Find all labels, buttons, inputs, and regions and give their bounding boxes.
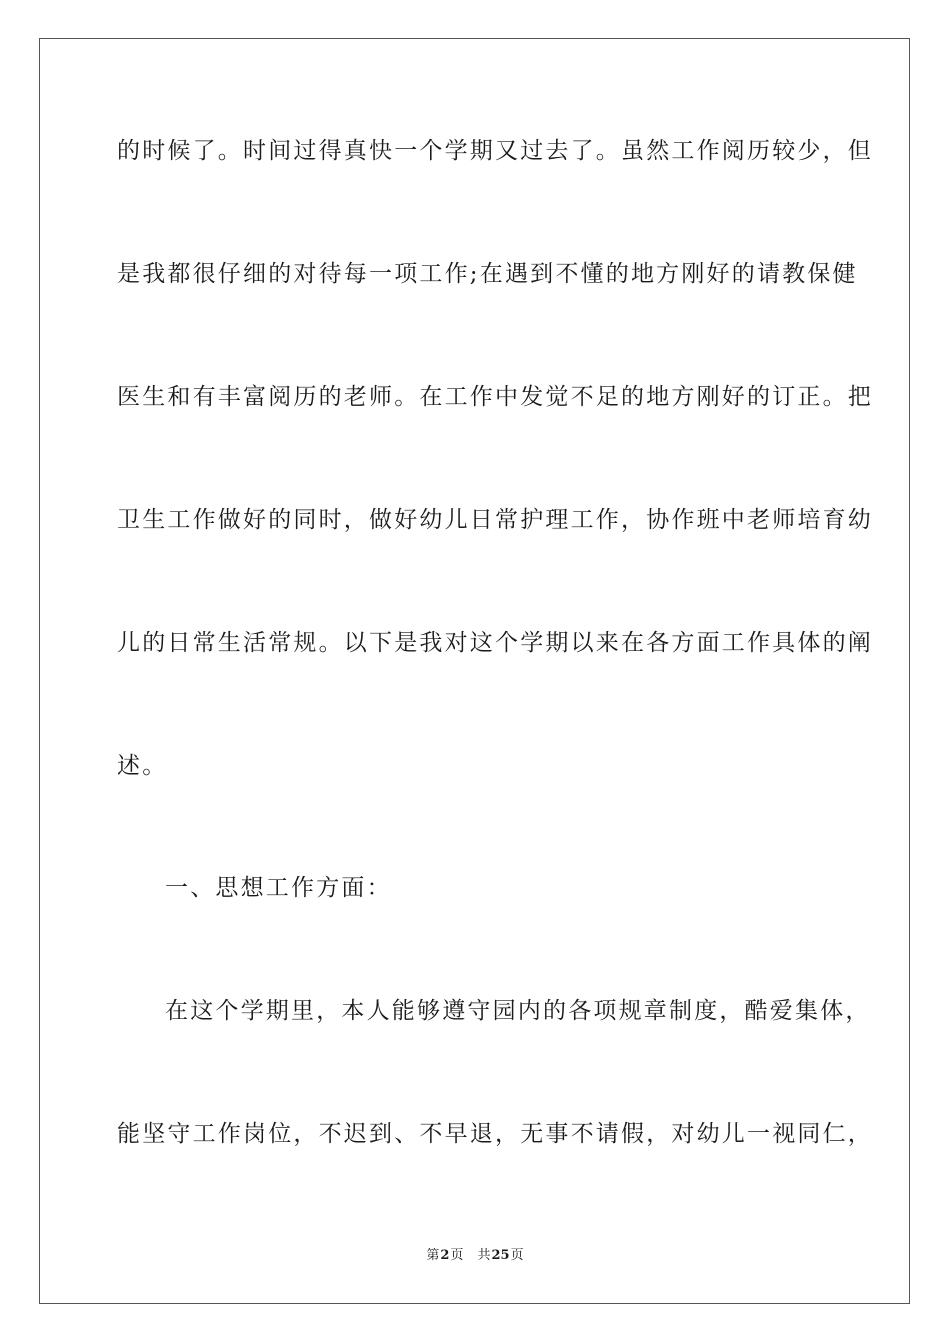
footer-page-total: 25: [491, 1248, 510, 1263]
footer-page-prefix: 第: [426, 1248, 440, 1263]
page-footer: [0, 1247, 950, 1265]
body-line-4: 卫生工作做好的同时，做好幼儿日常护理工作，协作班中老师培育幼: [117, 507, 873, 533]
footer-page-current: 2: [440, 1248, 450, 1263]
paragraph-line-1: 在这个学期里，本人能够遵守园内的各项规章制度，酷爱集体，: [165, 998, 871, 1024]
body-line-5: 儿的日常生活常规。以下是我对这个学期以来在各方面工作具体的阐: [117, 630, 873, 656]
footer-page-suffix: 页: [450, 1248, 464, 1263]
section-heading: 一、思想工作方面：: [165, 875, 392, 901]
paragraph-line-2: 能坚守工作岗位，不迟到、不早退，无事不请假，对幼儿一视同仁，: [117, 1121, 873, 1147]
footer-total-suffix: 页: [510, 1248, 524, 1263]
body-line-6: 述。: [117, 753, 168, 779]
body-line-1: 的时候了。时间过得真快一个学期又过去了。虽然工作阅历较少，但: [117, 138, 873, 164]
body-line-2: 是我都很仔细的对待每一项工作;在遇到不懂的地方刚好的请教保健: [117, 261, 858, 287]
body-line-3: 医生和有丰富阅历的老师。在工作中发觉不足的地方刚好的订正。把: [117, 384, 873, 410]
page-border: [39, 38, 910, 1304]
footer-total-prefix: 共: [477, 1248, 491, 1263]
